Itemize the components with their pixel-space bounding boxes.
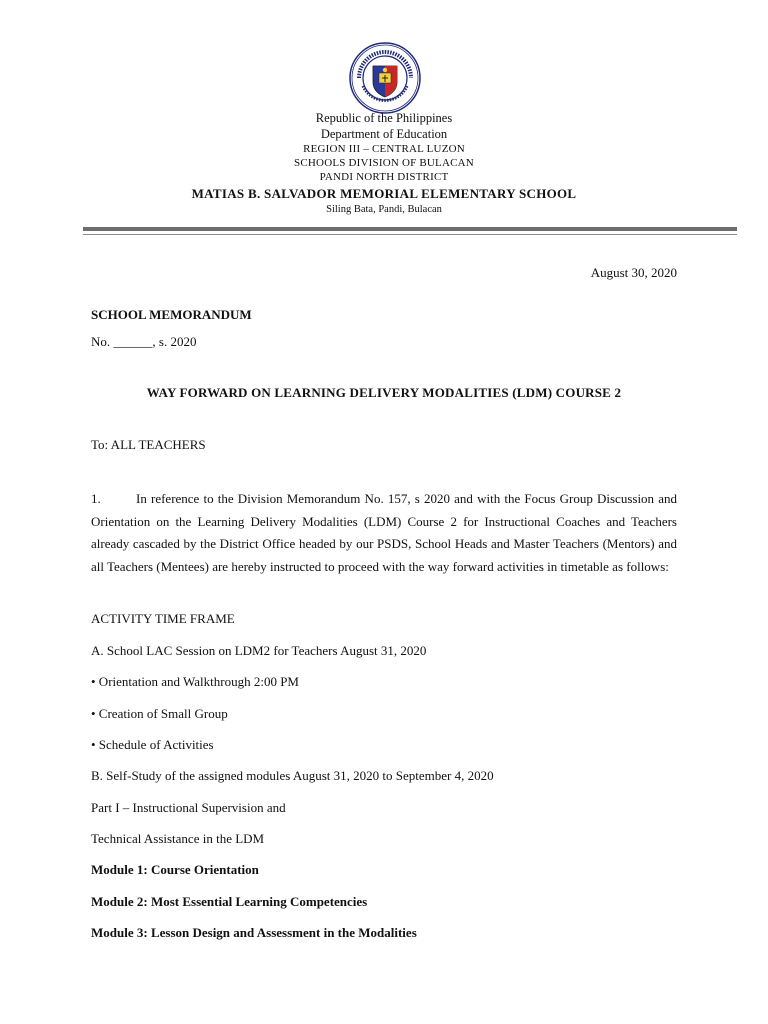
section-b: B. Self-Study of the assigned modules August 31, 2020 to September 4, 2020 [91,768,494,783]
memo-date: August 30, 2020 [590,265,677,280]
memo-type: SCHOOL MEMORANDUM [91,307,252,322]
part1-line2: Technical Assistance in the LDM [91,831,265,846]
header-divider-thick [83,227,737,231]
header-divider-thin [83,234,737,235]
bullet-item: • Schedule of Activities [91,737,214,752]
header-region: REGION III – CENTRAL LUZON [303,143,465,155]
header-district: PANDI NORTH DISTRICT [319,171,449,183]
memo-recipient: To: ALL TEACHERS [91,437,206,452]
deped-seal-logo [349,42,421,114]
timeframe-title: ACTIVITY TIME FRAME [91,611,235,626]
header-division: SCHOOLS DIVISION OF BULACAN [294,157,474,169]
memo-paragraph-1 [91,488,677,579]
paragraph-number: 1. [91,491,101,506]
section-a: A. School LAC Session on LDM2 for Teachers August 31, 2020 [91,643,427,658]
memo-subject: WAY FORWARD ON LEARNING DELIVERY MODALITIES (LDM) COURSE 2 [146,385,622,400]
bullet-item: • Orientation and Walkthrough 2:00 PM [91,674,299,689]
header-address: Siling Bata, Pandi, Bulacan [326,204,442,215]
module-item: Module 3: Lesson Design and Assessment in the Modalities [91,925,417,940]
header-department: Department of Education [320,127,448,141]
memo-number: No. ______, s. 2020 [91,334,197,349]
paragraph-text: In reference to the Division Memorandum No. 157, s 2020 and with the Focus Group Discussion and Orientation on the Learning Delivery Modalities (LDM) Course 2 for Instructional Coaches and Teachers already cascaded by the District Office headed by our PSDS, School Heads and Master Teachers (Mentors) and all Teachers (Mentees) are hereby instructed to proceed with the way forward activities in timetable as follows: [91,491,677,575]
header-school-name: MATIAS B. SALVADOR MEMORIAL ELEMENTARY SCHOOL [191,186,577,201]
bullet-item: • Creation of Small Group [91,706,228,721]
part1-line1: Part I – Instructional Supervision and [91,800,286,815]
header-republic: Republic of the Philippines [315,111,453,125]
module-item: Module 2: Most Essential Learning Competencies [91,894,368,909]
module-item: Module 1: Course Orientation [91,862,259,877]
